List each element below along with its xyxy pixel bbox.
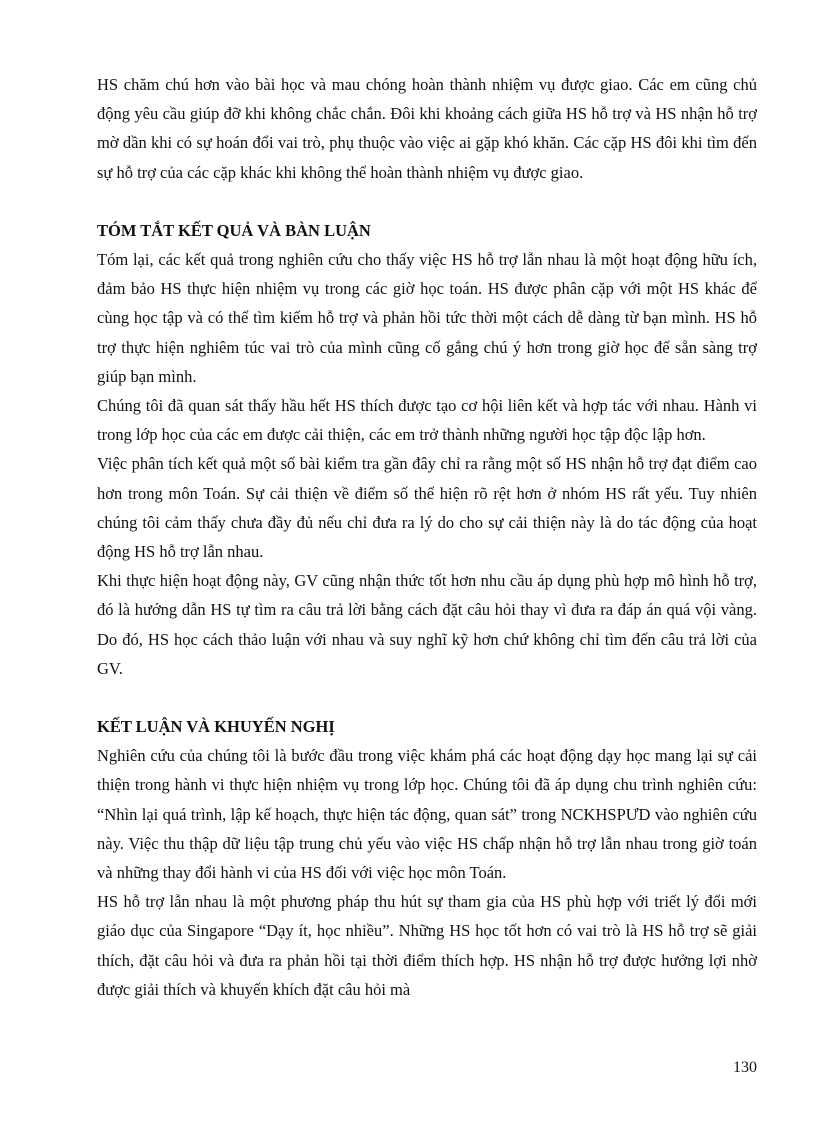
results-paragraph: Chúng tôi đã quan sát thấy hầu hết HS thích được tạo cơ hội liên kết và hợp tác với nhau. Hành vi trong lớp học của các em được cải thiện, các em trở thành những người học tập độc lập hơn. (97, 396, 757, 445)
page-number: 130 (733, 1059, 757, 1076)
results-paragraph: Tóm lại, các kết quả trong nghiên cứu cho thấy việc HS hỗ trợ lẫn nhau là một hoạt động hữu ích, đảm bảo HS thực hiện nhiệm vụ trong các giờ học toán. HS được phân cặp với một HS khác để cùng học tập và có thể tìm kiếm hỗ trợ và phản hồi tức thời một cách dễ dàng từ bạn mình. HS hỗ trợ thực hiện nghiêm túc vai trò của mình cũng cố gắng chú ý hơn trong giờ học để sẵn sàng trợ giúp bạn mình. (97, 250, 757, 386)
section-heading-conclusion: KẾT LUẬN VÀ KHUYẾN NGHỊ (97, 717, 335, 737)
section-heading-results: TÓM TẮT KẾT QUẢ VÀ BÀN LUẬN (97, 220, 371, 240)
conclusion-paragraph: HS hỗ trợ lẫn nhau là một phương pháp thu hút sự tham gia của HS phù hợp với triết lý đổi mới giáo dục của Singapore “Dạy ít, học nhiều”. Những HS học tốt hơn có vai trò là HS hỗ trợ sẽ giải thích, đặt câu hỏi và đưa ra phản hồi tại thời điểm thích hợp. HS nhận hỗ trợ được hưởng lợi nhờ được giải thích và khuyến khích đặt câu hỏi mà (97, 892, 757, 999)
results-paragraph: Việc phân tích kết quả một số bài kiểm tra gần đây chỉ ra rằng một số HS nhận hỗ trợ đạt điểm cao hơn trong môn Toán. Sự cải thiện về điểm số thể hiện rõ rệt hơn ở nhóm HS rất yếu. Tuy nhiên chúng tôi cảm thấy chưa đầy đủ nếu chỉ đưa ra lý do cho sự cải thiện này là do tác động của hoạt động HS hỗ trợ lẫn nhau. (97, 454, 757, 562)
results-paragraph: Khi thực hiện hoạt động này, GV cũng nhận thức tốt hơn nhu cầu áp dụng phù hợp mô hình hỗ trợ, đó là hướng dẫn HS tự tìm ra câu trả lời bằng cách đặt câu hỏi thay vì đưa ra đáp án quá vội vàng. Do đó, HS học cách thảo luận với nhau và suy nghĩ kỹ hơn chứ không chỉ tìm đến câu trả lời của GV. (97, 571, 757, 678)
conclusion-paragraph: Nghiên cứu của chúng tôi là bước đầu trong việc khám phá các hoạt động dạy học mang lại sự cải thiện trong hành vi thực hiện nhiệm vụ trong lớp học. Chúng tôi đã áp dụng chu trình nghiên cứu: “Nhìn lại quá trình, lập kế hoạch, thực hiện tác động, quan sát” trong NCKHSPƯD vào nghiên cứu này. Việc thu thập dữ liệu tập trung chủ yếu vào việc HS chấp nhận hỗ trợ lẫn nhau trong giờ toán và những thay đổi hành vi của HS đối với việc học môn Toán. (97, 746, 757, 883)
document-page (97, 70, 757, 1004)
section-spacer (97, 187, 757, 216)
intro-paragraph: HS chăm chú hơn vào bài học và mau chóng hoàn thành nhiệm vụ được giao. Các em cũng chủ động yêu cầu giúp đỡ khi không chắc chắn. Đôi khi khoảng cách giữa HS hỗ trợ và HS nhận hỗ trợ mờ dần khi có sự hoán đổi vai trò, phụ thuộc vào việc ai gặp khó khăn. Các cặp HS đôi khi tìm đến sự hỗ trợ của các cặp khác khi không thể hoàn thành nhiệm vụ được giao. (97, 75, 757, 182)
section-spacer (97, 683, 757, 712)
